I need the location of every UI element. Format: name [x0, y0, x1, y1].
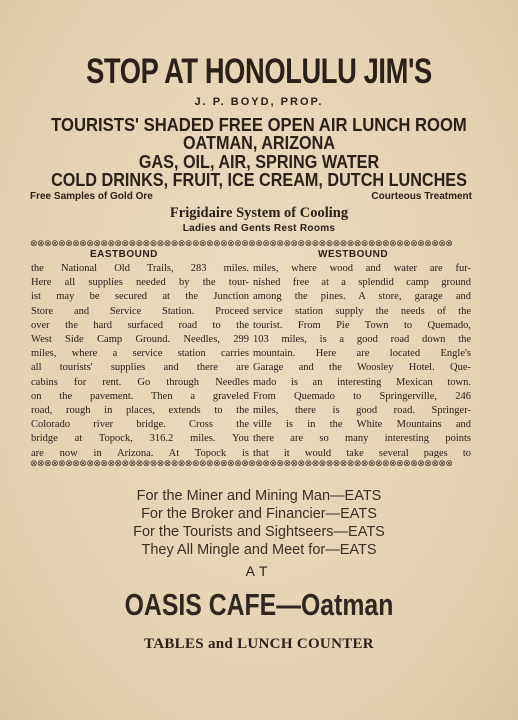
- rest-rooms-line: Ladies and Gents Rest Rooms: [182, 223, 336, 234]
- ornament-border-bottom: ⊗⊗⊗⊗⊗⊗⊗⊗⊗⊗⊗⊗⊗⊗⊗⊗⊗⊗⊗⊗⊗⊗⊗⊗⊗⊗⊗⊗⊗⊗⊗⊗⊗⊗⊗⊗⊗⊗⊗⊗⊗⊗⊗⊗⊗⊗⊗⊗⊗⊗⊗⊗⊗⊗⊗⊗⊗⊗⊗⊗: [30, 459, 453, 469]
- text-line: Colorado river bridge. Cross the: [31, 419, 249, 431]
- text-line: among the pines. A store, garage and: [253, 291, 471, 303]
- courteous-text: Courteous Treatment: [371, 191, 472, 202]
- text-line: service station supply the needs of the: [253, 305, 471, 317]
- text-line: ist may be secured at the Junction: [31, 291, 249, 303]
- proprietor-line: J. P. BOYD, PROP.: [194, 96, 324, 108]
- text-line: the National Old Trails, 283 miles.: [31, 263, 249, 274]
- advert-at: AT: [245, 563, 273, 579]
- eastbound-column: [31, 262, 249, 458]
- advert-line-tourists: For the Tourists and Sightseers—EATS: [133, 524, 385, 540]
- free-samples-text: Free Samples of Gold Ore: [30, 191, 153, 202]
- services-line: GAS, OIL, AIR, SPRING WATER: [138, 152, 380, 172]
- tables-line: TABLES and LUNCH COUNTER: [144, 636, 374, 652]
- text-line: nished free at a splendid camp ground: [253, 277, 471, 289]
- text-line: over the hard surfaced road to the: [31, 319, 249, 331]
- text-line: Here all supplies needed by the tour-: [31, 277, 249, 289]
- text-line: all tourists' supplies and there are: [31, 362, 249, 374]
- text-line: miles, there is good road. Springer-: [253, 405, 471, 417]
- eastbound-heading: EASTBOUND: [90, 249, 158, 260]
- text-line: mountain. Here are located Engle's: [253, 348, 471, 360]
- text-line: tourist. From Pie Town to Quemado,: [253, 319, 471, 331]
- text-line: 103 miles, is a good road down the: [253, 334, 471, 346]
- text-line: are now in Arizona. At Topock is: [31, 447, 249, 458]
- westbound-column: [253, 262, 471, 458]
- westbound-heading: WESTBOUND: [318, 249, 389, 260]
- ornament-border-top: ⊗⊗⊗⊗⊗⊗⊗⊗⊗⊗⊗⊗⊗⊗⊗⊗⊗⊗⊗⊗⊗⊗⊗⊗⊗⊗⊗⊗⊗⊗⊗⊗⊗⊗⊗⊗⊗⊗⊗⊗⊗⊗⊗⊗⊗⊗⊗⊗⊗⊗⊗⊗⊗⊗⊗⊗⊗⊗⊗⊗: [30, 239, 453, 249]
- cafe-name: OASIS CAFE—Oatman: [124, 587, 394, 622]
- text-line: miles, where wood and water are fur-: [253, 263, 471, 274]
- text-line: on the pavement. Then a graveled: [31, 390, 249, 402]
- text-line: ville is in the White Mountains and: [253, 419, 471, 431]
- text-line: miles, where a service station carries: [31, 348, 249, 360]
- advert-line-miner: For the Miner and Mining Man—EATS: [136, 488, 382, 504]
- text-line: road, rough in places, extends to the: [31, 405, 249, 417]
- advert-line-mingle: They All Mingle and Meet for—EATS: [141, 542, 377, 558]
- text-line: From Quemado to Springerville, 246: [253, 390, 471, 402]
- text-line: Store and Service Station. Proceed: [31, 305, 249, 317]
- text-line: that it would take several pages to: [253, 447, 471, 458]
- text-line: cabins for rent. Go through Needles: [31, 376, 249, 388]
- text-line: there are so many interesting points: [253, 433, 471, 445]
- text-line: West Side Camp Ground. Needles, 299: [31, 334, 249, 346]
- text-line: mado is an interesting Mexican town.: [253, 376, 471, 388]
- lunch-room-line: TOURISTS' SHADED FREE OPEN AIR LUNCH ROOM: [51, 114, 467, 135]
- headline: STOP AT HONOLULU JIM'S: [86, 52, 432, 91]
- location-line: OATMAN, ARIZONA: [182, 133, 336, 153]
- frigidaire-line: Frigidaire System of Cooling: [169, 205, 349, 221]
- text-line: bridge at Topock, 316.2 miles. You: [31, 433, 249, 445]
- advert-line-broker: For the Broker and Financier—EATS: [141, 506, 377, 522]
- text-line: Garage and the Woosley Hotel. Que-: [253, 362, 471, 374]
- refreshments-line: COLD DRINKS, FRUIT, ICE CREAM, DUTCH LUNCHES: [51, 170, 467, 190]
